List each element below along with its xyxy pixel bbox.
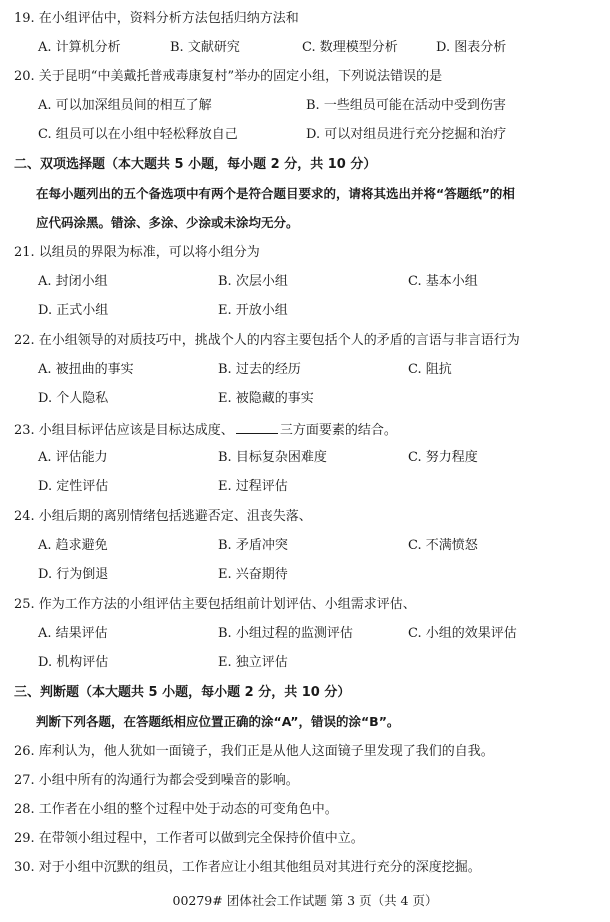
options-25-row2: [38, 653, 610, 673]
option-a: A. 趋求避免: [38, 538, 108, 553]
option-a: A. 封闭小组: [38, 274, 108, 289]
option-d: D. 个人隐私: [38, 391, 109, 406]
question-21: 21. 以组员的界限为标准，可以将小组分为: [14, 245, 260, 260]
option-a: A. 被扭曲的事实: [38, 362, 134, 377]
option-c: C. 小组的效果评估: [408, 626, 517, 641]
option-b: B. 目标复杂困难度: [218, 450, 327, 465]
option-d: D. 正式小组: [38, 303, 109, 318]
options-19: [38, 38, 610, 58]
option-e: E. 开放小组: [218, 303, 288, 318]
options-23-row1: [38, 448, 610, 468]
options-21-row1: [38, 272, 610, 292]
options-22-row2: [38, 389, 610, 409]
question-23-text-before: 23. 小组目标评估应该是目标达成度、: [14, 423, 234, 438]
options-24-row2: [38, 565, 610, 585]
page-footer: 00279# 团体社会工作试题 第 3 页（共 4 页）: [172, 893, 438, 908]
option-d: D. 可以对组员进行充分挖掘和治疗: [306, 127, 507, 142]
option-a: A. 结果评估: [38, 626, 108, 641]
options-23-row2: [38, 477, 610, 497]
option-e: E. 兴奋期待: [218, 567, 288, 582]
option-e: E. 过程评估: [218, 479, 288, 494]
question-24: 24. 小组后期的离别情绪包括逃避否定、沮丧失落、: [14, 509, 312, 524]
option-a: A. 可以加深组员间的相互了解: [38, 98, 212, 113]
option-c: C. 努力程度: [408, 450, 478, 465]
question-28: 28. 工作者在小组的整个过程中处于动态的可变角色中。: [14, 802, 338, 817]
options-21-row2: [38, 301, 610, 321]
question-25: 25. 作为工作方法的小组评估主要包括组前计划评估、小组需求评估、: [14, 597, 416, 612]
section-3-instruction: 判断下列各题，在答题纸相应位置正确的涂“A”，错误的涂“B”。: [36, 714, 400, 729]
options-20-row1: [38, 96, 610, 116]
question-20: 20. 关于昆明“中美戴托普戒毒康复村”举办的固定小组，下列说法错误的是: [14, 69, 443, 84]
option-b: B. 一些组员可能在活动中受到伤害: [306, 98, 506, 113]
question-23-text-after: 三方面要素的结合。: [279, 423, 397, 438]
question-19: 19. 在小组评估中，资料分析方法包括归纳方法和: [14, 11, 299, 26]
option-b: B. 小组过程的监测评估: [218, 626, 353, 641]
question-22: 22. 在小组领导的对质技巧中，挑战个人的内容主要包括个人的矛盾的言语与非言语行为: [14, 333, 520, 348]
option-e: E. 被隐藏的事实: [218, 391, 314, 406]
option-e: E. 独立评估: [218, 655, 288, 670]
section-3-heading: 三、判断题（本大题共 5 小题，每小题 2 分，共 10 分）: [14, 685, 351, 700]
option-a: A. 评估能力: [38, 450, 108, 465]
question-23: [14, 419, 610, 439]
section-2-instruction-1: 在每小题列出的五个备选项中有两个是符合题目要求的，请将其选出并将“答题纸”的相: [36, 186, 515, 201]
option-c: C. 组员可以在小组中轻松释放自己: [38, 127, 238, 142]
question-29: 29. 在带领小组过程中，工作者可以做到完全保持价值中立。: [14, 831, 364, 846]
option-c: C. 基本小组: [408, 274, 478, 289]
option-b: B. 过去的经历: [218, 362, 301, 377]
question-30: 30. 对于小组中沉默的组员，工作者应让小组其他组员对其进行充分的深度挖掘。: [14, 860, 481, 875]
section-2-heading: 二、双项选择题（本大题共 5 小题，每小题 2 分，共 10 分）: [14, 157, 377, 172]
option-c: C. 阻抗: [408, 362, 452, 377]
options-25-row1: [38, 624, 610, 644]
answer-blank: [236, 419, 278, 434]
option-b: B. 矛盾冲突: [218, 538, 288, 553]
option-b: B. 次层小组: [218, 274, 288, 289]
option-b: B. 文献研究: [170, 40, 240, 55]
question-27: 27. 小组中所有的沟通行为都会受到噪音的影响。: [14, 773, 299, 788]
option-d: D. 行为倒退: [38, 567, 109, 582]
section-2-instruction-2: 应代码涂黑。错涂、多涂、少涂或未涂均无分。: [36, 215, 299, 230]
option-d: D. 定性评估: [38, 479, 109, 494]
option-c: C. 数理模型分析: [302, 40, 398, 55]
options-22-row1: [38, 360, 610, 380]
option-a: A. 计算机分析: [38, 40, 121, 55]
options-24-row1: [38, 536, 610, 556]
options-20-row2: [38, 125, 610, 145]
option-d: D. 机构评估: [38, 655, 109, 670]
question-26: 26. 库利认为，他人犹如一面镜子，我们正是从他人这面镜子里发现了我们的自我。: [14, 744, 494, 759]
option-d: D. 图表分析: [436, 40, 507, 55]
option-c: C. 不满愤怒: [408, 538, 478, 553]
